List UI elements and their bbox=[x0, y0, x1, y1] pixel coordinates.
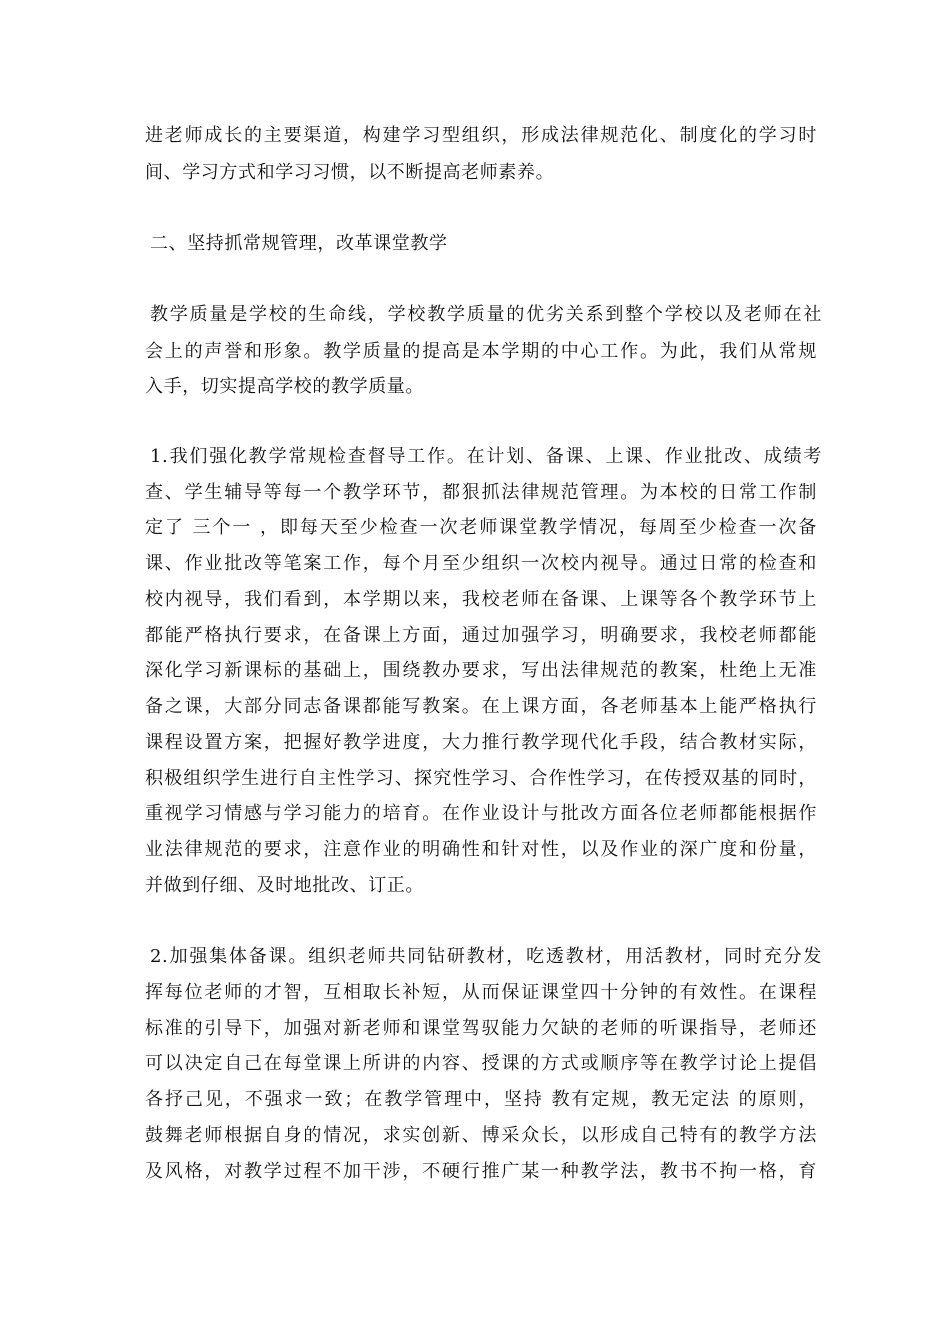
text-line: 2.加强集体备课。组织老师共同钻研教材，吃透教材，用活教材，同时充分发 bbox=[150, 946, 822, 967]
section-heading: 二、坚持抓常规管理，改革课堂教学 bbox=[150, 233, 448, 254]
text-line: 都能严格执行要求，在备课上方面，通过加强学习，明确要求，我校老师都能 bbox=[145, 625, 817, 646]
text-line: 深化学习新课标的基础上，围绕教办要求，写出法律规范的教案，杜绝上无准 bbox=[145, 660, 817, 681]
text-line: 挥每位老师的才智，互相取长补短，从而保证课堂四十分钟的有效性。在课程 bbox=[145, 982, 817, 1003]
text-line: 进老师成长的主要渠道，构建学习型组织，形成法律规范化、制度化的学习时 bbox=[145, 125, 817, 146]
text-line: 积极组织学生进行自主性学习、探究性学习、合作性学习，在传授双基的同时， bbox=[145, 768, 817, 789]
text-line: 各抒己见，不强求一致；在教学管理中，坚持 教有定规，教无定法 的原则， bbox=[145, 1089, 817, 1110]
text-line: 查、学生辅导等每一个教学环节，都狠抓法律规范管理。为本校的日常工作制 bbox=[145, 482, 817, 503]
text-line: 教学质量是学校的生命线，学校教学质量的优劣关系到整个学校以及老师在社 bbox=[150, 304, 822, 325]
text-line: 备之课，大部分同志备课都能写教案。在上课方面，各老师基本上能严格执行 bbox=[145, 696, 817, 717]
text-line: 及风格，对教学过程不加干涉，不硬行推广某一种教学法，教书不拘一格，育 bbox=[145, 1161, 817, 1182]
text-line: 并做到仔细、及时地批改、订正。 bbox=[145, 875, 424, 896]
text-line: 鼓舞老师根据自身的情况，求实创新、博采众长，以形成自己特有的教学方法 bbox=[145, 1125, 817, 1146]
text-line: 会上的声誉和形象。教学质量的提高是本学期的中心工作。为此，我们从常规 bbox=[145, 341, 817, 362]
text-line: 标准的引导下，加强对新老师和课堂驾驭能力欠缺的老师的听课指导，老师还 bbox=[145, 1018, 817, 1039]
text-line: 可以决定自己在每堂课上所讲的内容、授课的方式或顺序等在教学讨论上提倡 bbox=[145, 1053, 817, 1074]
text-line: 业法律规范的要求，注意作业的明确性和针对性，以及作业的深广度和份量， bbox=[145, 839, 817, 860]
text-line: 定了 三个一 ，即每天至少检查一次老师课堂教学情况，每周至少检查一次备 bbox=[145, 517, 817, 538]
text-line: 课、作业批改等笔案工作，每个月至少组织一次校内视导。通过日常的检查和 bbox=[145, 553, 817, 574]
text-line: 1.我们强化教学常规检查督导工作。在计划、备课、上课、作业批改、成绩考 bbox=[150, 446, 822, 467]
text-line: 校内视导，我们看到，本学期以来，我校老师在备课、上课等各个教学环节上 bbox=[145, 589, 817, 610]
text-line: 间、学习方式和学习习惯，以不断提高老师素养。 bbox=[145, 162, 555, 183]
text-line: 课程设置方案，把握好教学进度，大力推行教学现代化手段，结合教材实际， bbox=[145, 732, 817, 753]
text-line: 重视学习情感与学习能力的培育。在作业设计与批改方面各位老师都能根据作 bbox=[145, 803, 817, 824]
text-line: 入手，切实提高学校的教学质量。 bbox=[145, 376, 424, 397]
